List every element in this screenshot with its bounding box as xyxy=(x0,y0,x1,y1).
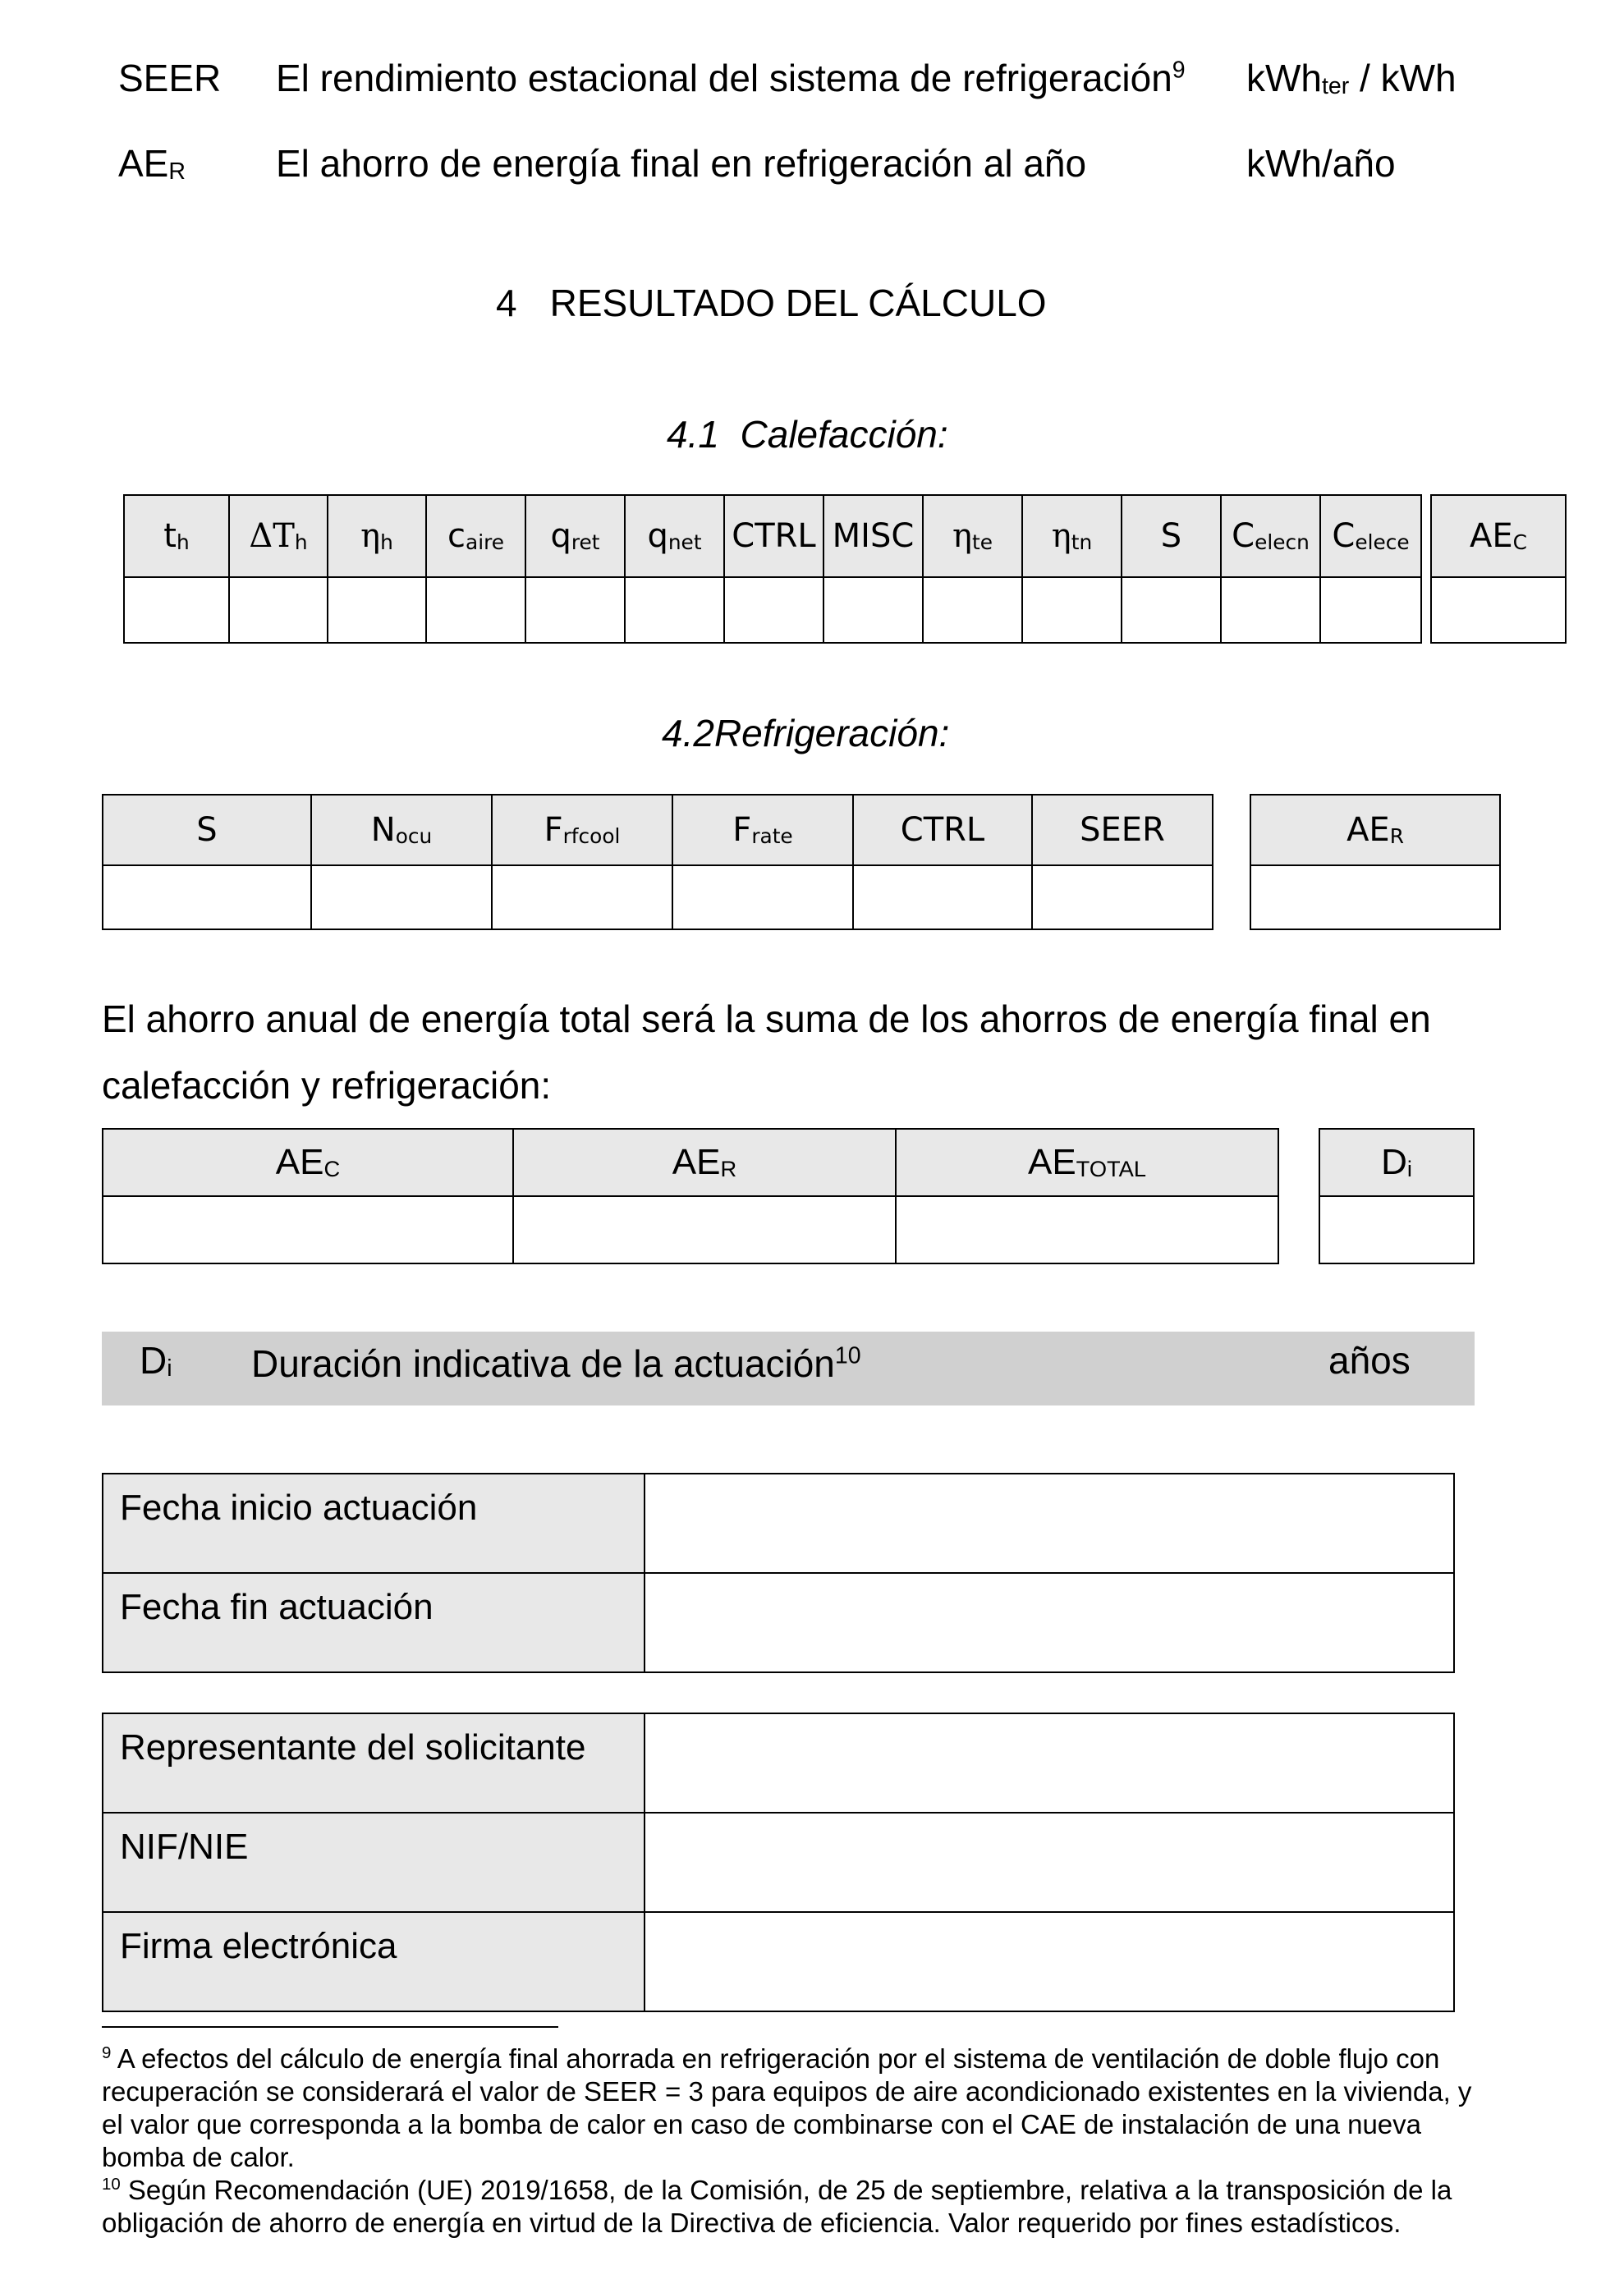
total-table xyxy=(102,1128,1279,1264)
heating-header-th: ΔTh xyxy=(229,495,328,577)
footnote-ref-10: 10 xyxy=(834,1342,861,1369)
cooling-value-cell[interactable] xyxy=(672,865,853,929)
heating-value-cell[interactable] xyxy=(923,577,1022,643)
representative-row xyxy=(103,1713,1454,1813)
cooling-header-s: S xyxy=(103,795,311,865)
heating-header-celecn: Celecn xyxy=(1221,495,1320,577)
representative-row xyxy=(103,1912,1454,2011)
definition-aer-text: El ahorro de energía final en refrigeración al año xyxy=(276,142,1087,185)
representative-field-firma-electronica[interactable] xyxy=(645,1912,1454,2011)
heating-header-ctrl: CTRL xyxy=(724,495,823,577)
definition-aer-unit: kWh/año xyxy=(1246,142,1396,185)
definition-seer-unit: kWhter / kWh xyxy=(1246,57,1457,100)
representative-label-representante-del-solicitante: Representante del solicitante xyxy=(103,1713,645,1813)
dates-table xyxy=(102,1473,1455,1673)
dates-field-fecha-inicio-actuacion[interactable] xyxy=(645,1474,1454,1573)
heating-value-cell[interactable] xyxy=(1022,577,1122,643)
header-aec: AEC xyxy=(1431,495,1566,577)
heating-value-cell[interactable] xyxy=(625,577,724,643)
duration-unit: años xyxy=(1328,1339,1411,1382)
heating-header-s: S xyxy=(1122,495,1221,577)
heating-value-cell[interactable] xyxy=(426,577,525,643)
representative-field-representante-del-solicitante[interactable] xyxy=(645,1713,1454,1813)
value-total-aec-cell[interactable] xyxy=(103,1196,513,1263)
value-di-cell[interactable] xyxy=(1319,1196,1474,1263)
cooling-value-cell[interactable] xyxy=(492,865,672,929)
heating-value-cell[interactable] xyxy=(724,577,823,643)
cooling-value-cell[interactable] xyxy=(103,865,311,929)
footnote-9: $^9$ A efectos del cálculo de energía final ahorrada en refrigeración por el sistema de ventilación de doble flujo con recuperación se considerará el valor de SEER = 3 para equipos de aire acondicionado existentes en la vivienda, y el valor que corresponda a la bomba de calor en caso de combinarse con el CAE de instalación de una nueva bomba de calor. xyxy=(102,2043,1472,2172)
cooling-value-cell[interactable] xyxy=(311,865,492,929)
total-header-aetotal: AETOTAL xyxy=(896,1129,1278,1196)
total-header-aec: AEC xyxy=(103,1129,513,1196)
heating-header-qnet: qnet xyxy=(625,495,724,577)
heating-result-table xyxy=(1430,494,1567,644)
heating-header-celece: Celece xyxy=(1320,495,1421,577)
duration-text: Duración indicativa de la actuación$^{10}$ xyxy=(251,1342,861,1385)
duration-symbol: Di xyxy=(140,1339,172,1383)
dates-field-fecha-fin-actuacion[interactable] xyxy=(645,1573,1454,1672)
cooling-header-ctrl: CTRL xyxy=(853,795,1032,865)
definition-aer-symbol: AER xyxy=(118,142,186,186)
representative-label-firma-electronica: Firma electrónica xyxy=(103,1912,645,2011)
dates-row xyxy=(103,1573,1454,1672)
cooling-header-seer: SEER xyxy=(1032,795,1213,865)
value-aec-cell[interactable] xyxy=(1431,577,1566,643)
total-paragraph-line1: El ahorro anual de energía total será la suma de los ahorros de energía final en xyxy=(102,997,1431,1040)
heating-value-cell[interactable] xyxy=(525,577,625,643)
value-aer-cell[interactable] xyxy=(1250,865,1500,929)
heating-table xyxy=(123,494,1422,644)
header-di: Di xyxy=(1319,1129,1474,1196)
representative-table xyxy=(102,1713,1455,2012)
total-header-aer: AER xyxy=(513,1129,896,1196)
footnote-separator xyxy=(102,2026,558,2028)
representative-label-nif-nie: NIF/NIE xyxy=(103,1813,645,1912)
dates-label-fecha-inicio-actuacion: Fecha inicio actuación xyxy=(103,1474,645,1573)
subsection-heating-heading: 4.1 Calefacción: xyxy=(667,413,948,456)
duration-table xyxy=(1319,1128,1475,1264)
heating-value-cell[interactable] xyxy=(1221,577,1320,643)
heating-value-cell[interactable] xyxy=(823,577,923,643)
heating-header-misc: MISC xyxy=(823,495,923,577)
dates-row xyxy=(103,1474,1454,1573)
heating-header-tn: ηtn xyxy=(1022,495,1122,577)
heating-header-qret: qret xyxy=(525,495,625,577)
heating-value-cell[interactable] xyxy=(229,577,328,643)
cooling-result-table xyxy=(1250,794,1501,930)
footnote-10: $^{10}$ Según Recomendación (UE) 2019/1658, de la Comisión, de 25 de septiembre, relativa a la transposición de la obligación de ahorro de energía en virtud de la Directiva de eficiencia. Valor requerido por fines estadísticos. xyxy=(102,2175,1452,2238)
cooling-header-nocu: Nocu xyxy=(311,795,492,865)
cooling-header-frfcool: Frfcool xyxy=(492,795,672,865)
header-aer: AER xyxy=(1250,795,1500,865)
heating-header-h: ηh xyxy=(328,495,426,577)
representative-field-nif-nie[interactable] xyxy=(645,1813,1454,1912)
heating-value-cell[interactable] xyxy=(328,577,426,643)
section-heading: 4 RESULTADO DEL CÁLCULO xyxy=(496,282,1047,324)
total-paragraph-line2: calefacción y refrigeración: xyxy=(102,1064,552,1107)
heating-header-caire: caire xyxy=(426,495,525,577)
definition-seer-text: El rendimiento estacional del sistema de refrigeración$^9$ xyxy=(276,57,1186,99)
heating-value-cell[interactable] xyxy=(124,577,229,643)
cooling-value-cell[interactable] xyxy=(1032,865,1213,929)
cooling-header-frate: Frate xyxy=(672,795,853,865)
dates-label-fecha-fin-actuacion: Fecha fin actuación xyxy=(103,1573,645,1672)
value-total-aetotal-cell[interactable] xyxy=(896,1196,1278,1263)
heating-value-cell[interactable] xyxy=(1320,577,1421,643)
subsection-cooling-heading: 4.2Refrigeración: xyxy=(662,712,950,754)
heating-header-th: th xyxy=(124,495,229,577)
cooling-table xyxy=(102,794,1213,930)
heating-value-cell[interactable] xyxy=(1122,577,1221,643)
footnote-ref-9: 9 xyxy=(1172,57,1186,84)
value-total-aer-cell[interactable] xyxy=(513,1196,896,1263)
cooling-value-cell[interactable] xyxy=(853,865,1032,929)
definition-seer-symbol: SEER xyxy=(118,57,222,99)
representative-row xyxy=(103,1813,1454,1912)
heating-header-te: ηte xyxy=(923,495,1022,577)
